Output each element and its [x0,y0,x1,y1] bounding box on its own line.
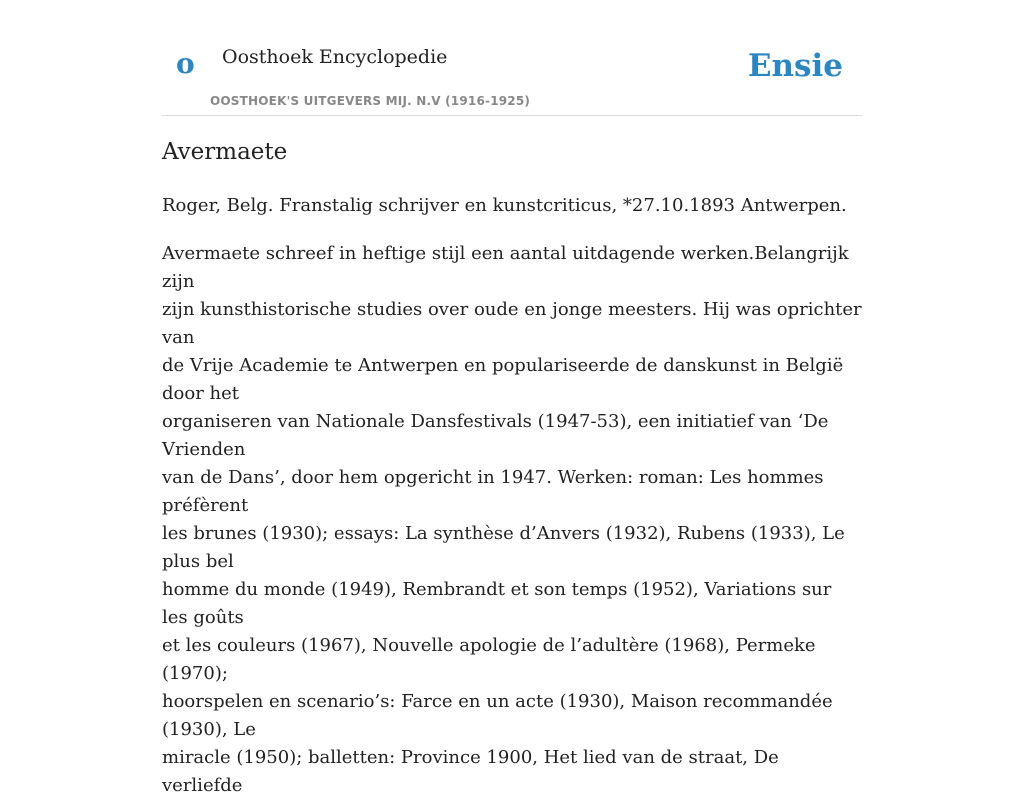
site-title-link[interactable]: Oosthoek Encyclopedie [222,46,448,68]
article-body [162,240,862,800]
body-line: hoorspelen en scenario’s: Farce en un acte (1930), Maison recommandée (1930), Le [162,691,833,740]
body-line: et les couleurs (1967), Nouvelle apologie de l’adultère (1968), Permeke (1970); [162,635,816,684]
site-logo[interactable]: o [176,47,195,80]
body-line: organiseren van Nationale Dansfestivals (1947-53), een initiatief van ‘De Vrienden [162,411,829,460]
body-line: Avermaete schreef in heftige stijl een aantal uitdagende werken.Belangrijk zijn [162,243,849,292]
article-title: Avermaete [162,139,288,165]
article-lead: Roger, Belg. Franstalig schrijver en kunstcriticus, *27.10.1893 Antwerpen. [162,195,847,216]
body-line: homme du monde (1949), Rembrandt et son temps (1952), Variations sur les goûts [162,579,832,628]
brand-logo-link[interactable]: Ensie [747,48,843,84]
page-container [162,0,862,796]
body-line: van de Dans’, door hem opgericht in 1947. Werken: roman: Les hommes préfèrent [162,467,824,516]
body-line: zijn kunsthistorische studies over oude en jonge meesters. Hij was oprichter van [162,299,862,348]
site-header [162,0,862,116]
publisher-subtitle: OOSTHOEK'S UITGEVERS MIJ. N.V (1916-1925) [210,94,531,108]
body-line: miracle (1950); balletten: Province 1900, Het lied van de straat, De verliefde [162,747,779,796]
body-line: de Vrije Academie te Antwerpen en populariseerde de danskunst in België door het [162,355,844,404]
body-line: les brunes (1930); essays: La synthèse d’Anvers (1932), Rubens (1933), Le plus bel [162,523,845,572]
